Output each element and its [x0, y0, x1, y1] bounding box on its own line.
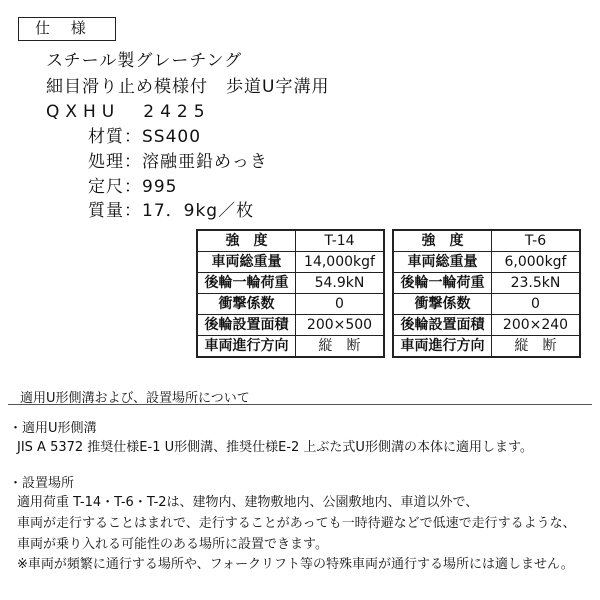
- table-row: [394, 336, 580, 357]
- row-label: 車両進行方向: [394, 336, 492, 357]
- spec-heading: 仕 様: [18, 17, 116, 41]
- spec-treatment: 処理：溶融亜鉛めっき: [88, 152, 268, 172]
- row-label: 車両進行方向: [198, 336, 296, 357]
- table-row: [198, 336, 384, 357]
- row-value: 縦 断: [296, 336, 384, 357]
- location-line: 車両が走行することはまれで、走行することがあっても一時待避などで低速で走行するような、: [17, 516, 576, 531]
- table-header-value: T-14: [296, 231, 384, 252]
- location-line: 適用荷重 T-14・T-6・T-2は、建物内、建物敷地内、公園敷地内、車道以外で、: [17, 495, 479, 510]
- row-label: 後輪一輪荷重: [198, 273, 296, 294]
- strength-table-t6: [393, 230, 580, 357]
- location-line: 車両が乗り入れる可能性のある場所に設置できます。: [17, 537, 328, 552]
- row-value: 14,000kgf: [296, 252, 384, 273]
- row-label: 後輪設置面積: [198, 315, 296, 336]
- section-gutter-body: JIS A 5372 推奨仕様E-1 U形側溝、推奨仕様E-2 上ぶた式U形側溝の本体に適用します。: [17, 440, 533, 455]
- row-label: 後輪設置面積: [394, 315, 492, 336]
- row-label: 車両総重量: [198, 252, 296, 273]
- table-header-label: 強 度: [198, 231, 296, 252]
- spec-length: 定尺：995: [88, 177, 178, 197]
- section-title-location: ・設置場所: [9, 476, 75, 491]
- row-label: 後輪一輪荷重: [394, 273, 492, 294]
- table-row: [394, 273, 580, 294]
- spec-weight: 質量：17．9kg／枚: [88, 201, 255, 221]
- location-warning: ※車両が頻繁に通行する場所や、フォークリフト等の特殊車両が通行する場所には適しません。: [17, 557, 574, 572]
- table-row: [394, 315, 580, 336]
- table-row: [394, 294, 580, 315]
- table-row: [198, 294, 384, 315]
- table-header-row: [198, 231, 384, 252]
- table-row: [198, 315, 384, 336]
- table-row: [198, 252, 384, 273]
- row-value: 200×240: [492, 315, 580, 336]
- row-value: 54.9kN: [296, 273, 384, 294]
- row-value: 6,000kgf: [492, 252, 580, 273]
- row-label: 衝撃係数: [394, 294, 492, 315]
- table-row: [198, 273, 384, 294]
- section-title-gutter: ・適用U形側溝: [9, 421, 97, 436]
- row-label: 車両総重量: [394, 252, 492, 273]
- row-value: 200×500: [296, 315, 384, 336]
- table-header-value: T-6: [492, 231, 580, 252]
- row-value: 23.5kN: [492, 273, 580, 294]
- row-value: 0: [492, 294, 580, 315]
- table-row: [394, 252, 580, 273]
- strength-table-t14: [197, 230, 384, 357]
- divider: [8, 404, 592, 405]
- notes-title: 適用U形側溝および、設置場所について: [20, 391, 250, 406]
- spec-material: 材質：SS400: [88, 127, 202, 147]
- row-label: 衝撃係数: [198, 294, 296, 315]
- product-description: 細目滑り止め模様付 歩道U字溝用: [46, 77, 330, 97]
- product-name: スチール製グレーチング: [46, 51, 243, 71]
- table-header-row: [394, 231, 580, 252]
- row-value: 0: [296, 294, 384, 315]
- row-value: 縦 断: [492, 336, 580, 357]
- table-header-label: 強 度: [394, 231, 492, 252]
- product-code: QXHU 2425: [46, 102, 211, 122]
